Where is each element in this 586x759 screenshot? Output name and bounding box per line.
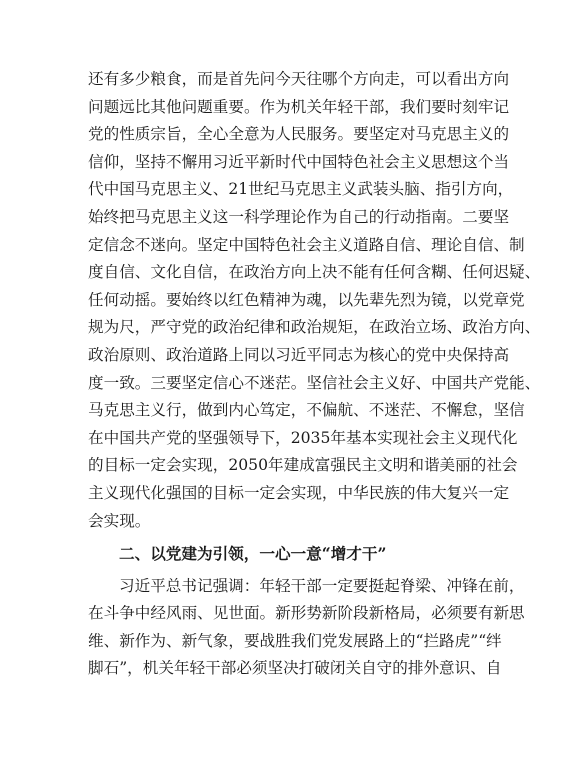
paragraph-line: 政治原则、政治道路上同以习近平同志为核心的党中央保持高 — [88, 345, 510, 364]
paragraph-line: 规为尺，严守党的政治纪律和政治规矩，在政治立场、政治方向、 — [88, 318, 541, 337]
paragraph-line: 维、新作为、新气象，要战胜我们党发展路上的“拦路虎”“绊 — [88, 631, 502, 650]
paragraph-2 — [88, 573, 525, 683]
paragraph-line: 习近平总书记强调：年轻干部一定要挺起脊梁、冲锋在前， — [119, 576, 525, 595]
paragraph-line: 度自信、文化自信，在政治方向上决不能有任何含糊、任何迟疑、 — [88, 263, 541, 282]
paragraph-line: 定信念不迷向。坚定中国特色社会主义道路自信、理论自信、制 — [88, 235, 525, 254]
paragraph-line: 的目标一定会实现，2050年建成富强民主文明和谐美丽的社会 — [88, 456, 518, 475]
paragraph-line: 问题远比其他问题重要。作为机关年轻干部，我们要时刻牢记 — [88, 97, 510, 116]
paragraph-line: 还有多少粮食，而是首先问今天往哪个方向走，可以看出方向 — [88, 70, 510, 88]
document-body — [88, 66, 541, 683]
paragraph-line: 任何动摇。要始终以红色精神为魂，以先辈先烈为镜，以党章党 — [88, 290, 525, 309]
paragraph-line: 始终把马克思主义这一科学理论作为自己的行动指南。二要坚 — [88, 207, 510, 226]
paragraph-line: 信仰，坚持不懈用习近平新时代中国特色社会主义思想这个当 — [88, 152, 510, 171]
section-heading: 二、以党建为引领，一心一意“增才干” — [119, 544, 387, 564]
paragraph-1 — [88, 66, 541, 535]
paragraph-line: 代中国马克思主义、21世纪马克思主义武装头脑、指引方向， — [88, 180, 514, 199]
paragraph-line: 在中国共产党的坚强领导下，2035年基本实现社会主义现代化 — [88, 428, 518, 447]
paragraph-line: 党的性质宗旨，全心全意为人民服务。要坚定对马克思主义的 — [88, 125, 510, 144]
paragraph-line: 在斗争中经风雨、见世面。新形势新阶段新格局，必须要有新思 — [88, 604, 525, 623]
paragraph-line: 马克思主义行，做到内心笃定，不偏航、不迷茫、不懈怠，坚信 — [88, 401, 525, 420]
paragraph-line: 会实现。 — [88, 511, 151, 530]
paragraph-line: 脚石”，机关年轻干部必须坚决打破闭关自守的排外意识、自 — [88, 659, 502, 678]
paragraph-line: 主义现代化强国的目标一定会实现，中华民族的伟大复兴一定 — [88, 483, 510, 502]
paragraph-line: 度一致。三要坚定信心不迷茫。坚信社会主义好、中国共产党能、 — [88, 373, 541, 392]
